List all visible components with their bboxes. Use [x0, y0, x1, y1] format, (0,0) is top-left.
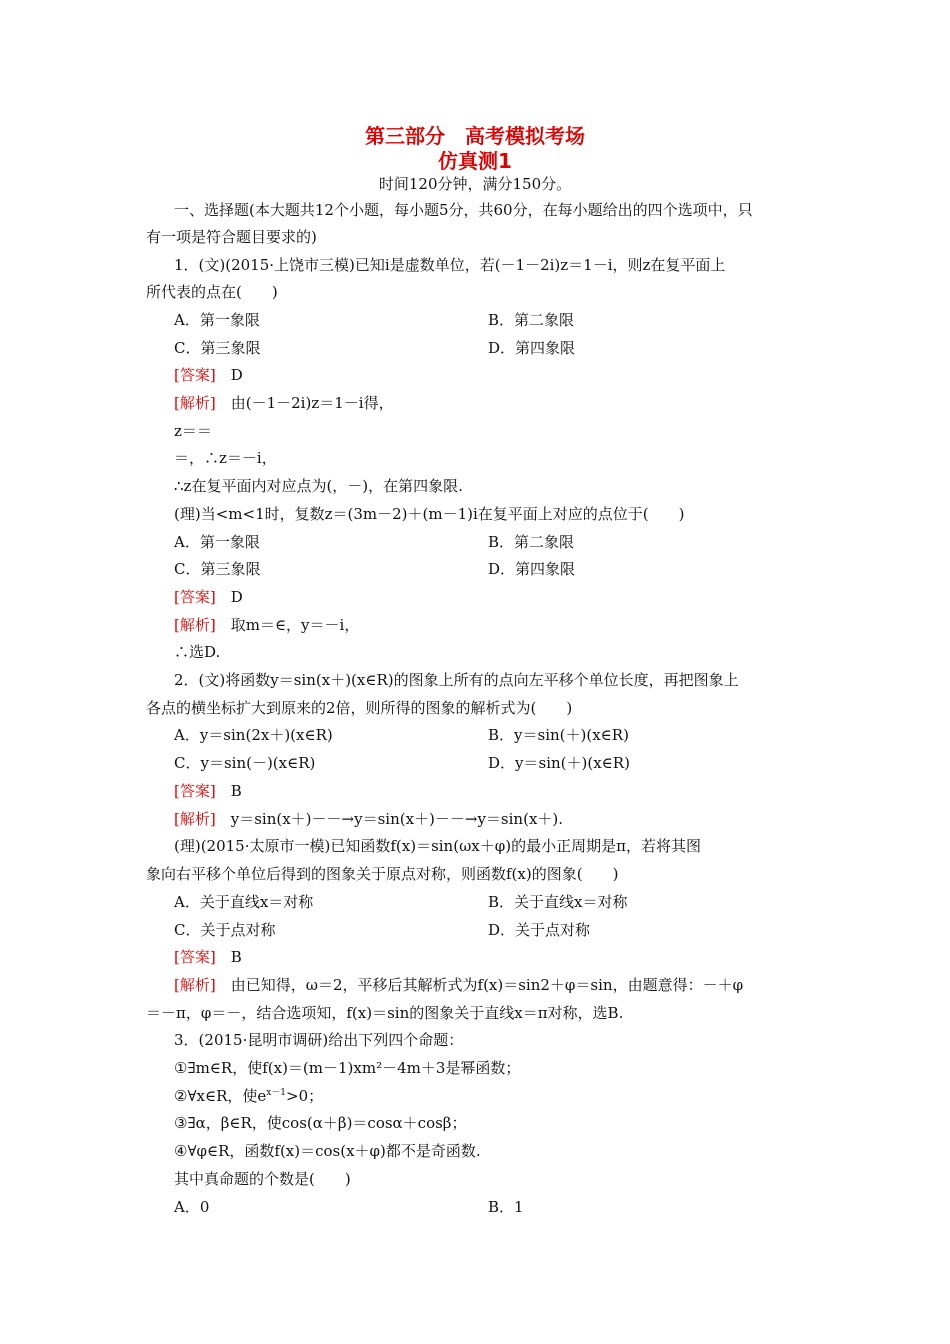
answer-line	[174, 782, 839, 800]
analysis-conclusion: ∴z在复平面内对应点为(，－)，在第四象限.	[174, 477, 463, 495]
option-b: B．第二象限	[488, 311, 575, 329]
option-a: A．第一象限	[174, 311, 260, 329]
option-b: B．关于直线x＝对称	[488, 893, 628, 911]
analysis-text: 取m＝∈，y＝－i，	[230, 616, 360, 634]
proposition-4: ④∀φ∈R，函数f(x)＝cos(x＋φ)都不是奇函数.	[174, 1142, 481, 1160]
question-2-wen-cont: 各点的横坐标扩大到原来的2倍，则所得的图象的解析式为( )	[146, 699, 573, 717]
answer-line	[174, 588, 839, 606]
proposition-3: ③∃α，β∈R，使cos(α＋β)＝cosα＋cosβ；	[174, 1114, 467, 1132]
answer-tag: [答案]	[174, 588, 216, 606]
proposition-2-tail: >0；	[286, 1087, 324, 1105]
analysis-line	[174, 616, 839, 634]
section-instruction: 一、选择题(本大题共12个小题，每小题5分，共60分，在每小题给出的四个选项中，只	[174, 201, 753, 219]
analysis-text: 由(－1－2i)z＝1－i得，	[230, 394, 394, 412]
analysis-conclusion: ∴选D.	[174, 643, 221, 661]
option-c: C．y＝sin(－)(x∈R)	[174, 754, 316, 772]
question-1-wen: 1．(文)(2015·上饶市三模)已知i是虚数单位，若(－1－2i)z＝1－i，则z在复平面上	[174, 256, 726, 274]
proposition-1: ①∃m∈R，使f(x)＝(m－1)xm²－4m＋3是幂函数；	[174, 1059, 521, 1077]
answer-line	[174, 366, 839, 384]
option-d: D．关于点对称	[488, 921, 591, 939]
analysis-tag: [解析]	[174, 976, 216, 994]
option-d: D．第四象限	[488, 560, 576, 578]
exponent: x－1	[266, 1088, 287, 1098]
option-d: D．第四象限	[488, 339, 576, 357]
answer-line	[174, 948, 839, 966]
analysis-line	[174, 810, 839, 828]
analysis-text: y＝sin(x＋)－－→y＝sin(x＋)－－→y＝sin(x＋).	[230, 810, 564, 828]
answer-tag: [答案]	[174, 782, 216, 800]
option-a: A．第一象限	[174, 533, 260, 551]
answer-tag: [答案]	[174, 366, 216, 384]
answer-value: B	[230, 782, 242, 800]
time-note: 时间120分钟，满分150分。	[378, 175, 572, 193]
option-b: B．第二象限	[488, 533, 575, 551]
analysis-tag: [解析]	[174, 394, 216, 412]
question-1-li: (理)当<m<1时，复数z＝(3m－2)＋(m－1)i在复平面上对应的点位于( )	[174, 505, 685, 523]
option-c: C．第三象限	[174, 560, 261, 578]
option-a: A．y＝sin(2x＋)(x∈R)	[174, 726, 333, 744]
analysis-tag: [解析]	[174, 616, 216, 634]
section-instruction-cont: 有一项是符合题目要求的)	[146, 228, 317, 246]
question-2-wen: 2．(文)将函数y＝sin(x＋)(x∈R)的图象上所有的点向左平移个单位长度，再把图象上	[174, 671, 739, 689]
option-d: D．y＝sin(＋)(x∈R)	[488, 754, 630, 772]
answer-value: D	[230, 588, 243, 606]
option-b: B．1	[488, 1198, 524, 1216]
analysis-step: z＝＝	[174, 422, 212, 440]
analysis-text: 由已知得，ω＝2，平移后其解析式为f(x)＝sin2＋φ＝sin，由题意得：－＋φ	[230, 976, 744, 994]
question-3: 3．(2015·昆明市调研)给出下列四个命题：	[174, 1031, 464, 1049]
option-c: C．关于点对称	[174, 921, 276, 939]
analysis-tag: [解析]	[174, 810, 216, 828]
question-3-ask: 其中真命题的个数是( )	[174, 1170, 351, 1188]
analysis-line	[174, 394, 839, 412]
proposition-2-text: ②∀x∈R，使e	[174, 1087, 267, 1105]
answer-value: B	[230, 948, 242, 966]
question-2-li: (理)(2015·太原市一模)已知函数f(x)＝sin(ωx＋φ)的最小正周期是π，若将其图	[174, 837, 701, 855]
answer-value: D	[230, 366, 243, 384]
question-2-li-cont: 象向右平移个单位后得到的图象关于原点对称，则函数f(x)的图象( )	[146, 865, 619, 883]
option-a: A．0	[174, 1198, 210, 1216]
analysis-step: ＝，∴z＝－i，	[174, 449, 277, 467]
option-a: A．关于直线x＝对称	[174, 893, 314, 911]
test-title: 仿真测1	[438, 149, 512, 173]
option-c: C．第三象限	[174, 339, 261, 357]
question-1-wen-cont: 所代表的点在( )	[146, 283, 278, 301]
proposition-2	[174, 1087, 839, 1105]
analysis-line	[174, 976, 839, 994]
analysis-conclusion: ＝－π，φ＝－，结合选项知，f(x)＝sin的图象关于直线x＝π对称，选B.	[146, 1004, 624, 1022]
section-title: 第三部分 高考模拟考场	[365, 124, 585, 148]
answer-tag: [答案]	[174, 948, 216, 966]
option-b: B．y＝sin(＋)(x∈R)	[488, 726, 629, 744]
